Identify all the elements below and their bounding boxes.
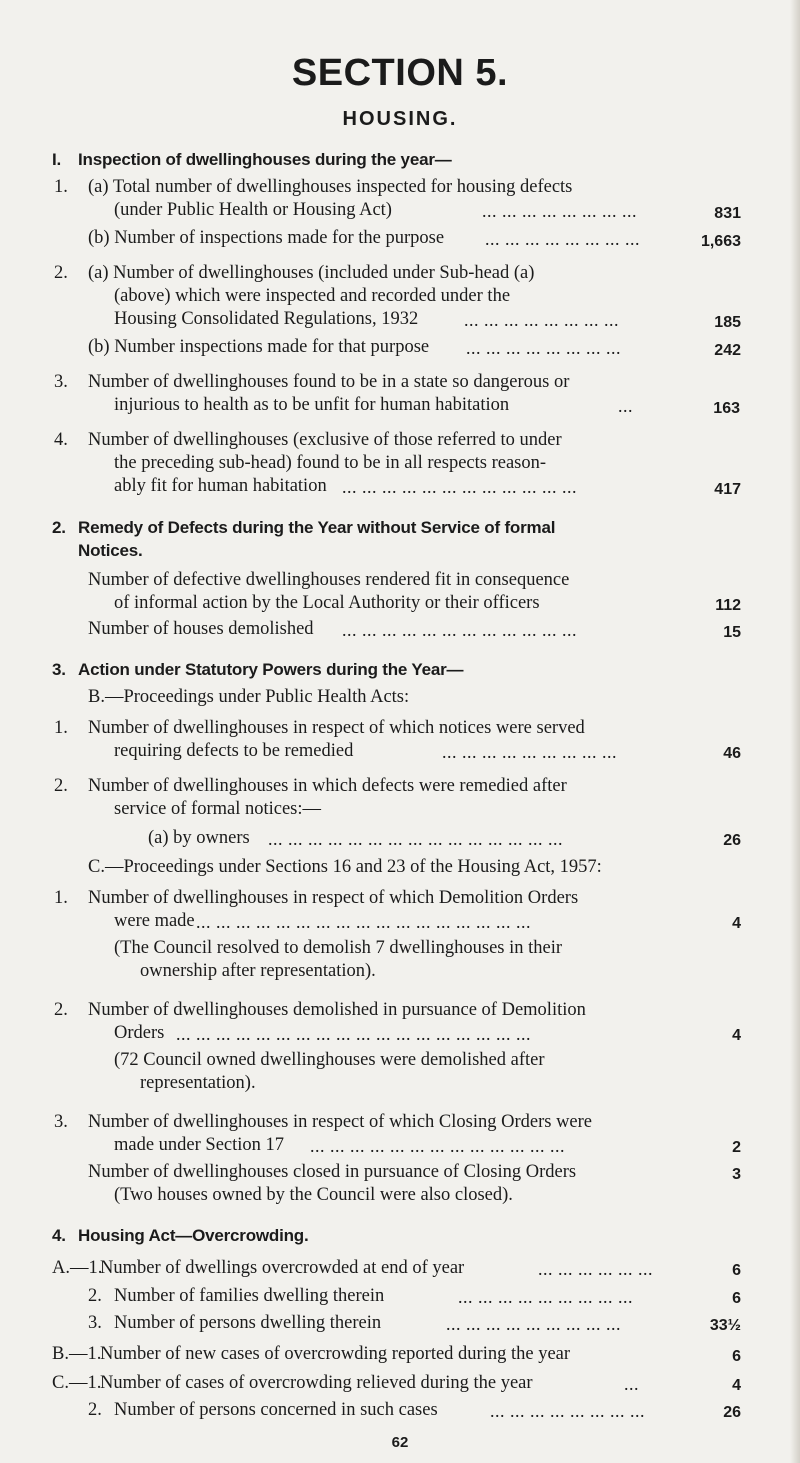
- item-1b-value: 1,663: [700, 233, 741, 250]
- section-2-heading-line-2: Notices.: [78, 541, 143, 560]
- item-2a-line-1: (a) Number of dwellinghouses (included under Sub-head (a): [88, 263, 535, 283]
- b1-line-2: requiring defects to be remedied: [114, 741, 354, 761]
- leader-dots: ...: [624, 1374, 639, 1394]
- c2-overcrowding-value: 26: [723, 1404, 741, 1421]
- c2-line-2: Orders: [114, 1023, 165, 1043]
- item-1a-value: 831: [714, 205, 741, 222]
- section-2-heading-line-1: Remedy of Defects during the Year without Service of formal: [78, 518, 556, 537]
- c1-number: 1.: [54, 888, 68, 908]
- remedy-p1-line-1: Number of defective dwellinghouses rendered fit in consequence: [88, 570, 570, 590]
- section-2-number: 2.: [52, 518, 66, 537]
- a3-label: 3.: [88, 1313, 102, 1333]
- a3-value: 33½: [709, 1317, 741, 1334]
- c2-line-1: Number of dwellinghouses demolished in pursuance of Demolition: [88, 1000, 586, 1020]
- c2-overcrowding-label: 2.: [88, 1400, 102, 1420]
- a3-text: Number of persons dwelling therein: [114, 1313, 382, 1333]
- leader-dots: ... ... ... ... ... ... ... ... ... ... ... ... ... ... ... ... ... ...: [176, 1024, 531, 1044]
- c3b-line-1: Number of dwellinghouses closed in pursuance of Closing Orders: [88, 1162, 577, 1182]
- page-subtitle: HOUSING.: [342, 108, 458, 130]
- b2-number: 2.: [54, 776, 68, 796]
- item-2b-value: 242: [714, 342, 741, 359]
- a1-value: 6: [732, 1262, 741, 1279]
- item-2a-line-2: (above) which were inspected and recorded under the: [114, 286, 511, 306]
- item-3-value: 163: [713, 400, 740, 417]
- item-1b-text: (b) Number of inspections made for the purpose: [88, 228, 445, 248]
- item-2-number: 2.: [54, 263, 68, 283]
- c1-note-line-1: (The Council resolved to demolish 7 dwellinghouses in their: [114, 938, 563, 958]
- item-3-number: 3.: [54, 372, 68, 392]
- leader-dots: ... ... ... ... ... ... ... ... ...: [442, 742, 617, 762]
- item-2a-line-3: Housing Consolidated Regulations, 1932: [114, 309, 419, 329]
- remedy-p2-value: 15: [723, 624, 741, 641]
- section-3-number: 3.: [52, 660, 66, 679]
- item-3-line-2: injurious to health as to be unfit for human habitation: [114, 395, 510, 415]
- b2-line-1: Number of dwellinghouses in which defects were remedied after: [88, 776, 567, 796]
- leader-dots: ... ... ... ... ... ... ... ... ... ... ... ... ...: [310, 1136, 565, 1156]
- item-4-number: 4.: [54, 430, 68, 450]
- c2-value: 4: [732, 1027, 741, 1044]
- leader-dots: ... ... ... ... ... ... ... ...: [482, 201, 637, 221]
- section-1-number: I.: [52, 150, 62, 169]
- item-1a-line-2: (under Public Health or Housing Act): [114, 200, 392, 220]
- page-edge-shadow: [790, 0, 800, 1463]
- c1-line-1: Number of dwellinghouses in respect of which Demolition Orders: [88, 888, 579, 908]
- leader-dots: ... ... ... ... ... ... ... ... ...: [458, 1287, 633, 1307]
- leader-dots: ... ... ... ... ... ... ... ...: [490, 1401, 645, 1421]
- item-2b-text: (b) Number inspections made for that purpose: [88, 337, 430, 357]
- leader-dots: ... ... ... ... ... ... ... ...: [485, 229, 640, 249]
- b1-line-1: Number of dwellinghouses in respect of which notices were served: [88, 718, 585, 738]
- a2-value: 6: [732, 1290, 741, 1307]
- item-4-value: 417: [714, 481, 741, 498]
- leader-dots: ... ... ... ... ... ... ... ... ... ... ... ...: [342, 620, 577, 640]
- b1-overcrowding-value: 6: [732, 1348, 741, 1365]
- section-4-heading: Housing Act—Overcrowding.: [78, 1226, 309, 1245]
- c3-line-1: Number of dwellinghouses in respect of which Closing Orders were: [88, 1112, 593, 1132]
- item-1a-line-1: (a) Total number of dwellinghouses inspected for housing defects: [88, 177, 573, 197]
- item-1-number: 1.: [54, 177, 68, 197]
- leader-dots: ... ... ... ... ... ... ... ... ... ... ... ...: [342, 477, 577, 497]
- item-4-line-2: the preceding sub-head) found to be in all respects reason-: [114, 453, 547, 473]
- c3-value: 2: [732, 1139, 741, 1156]
- b1-number: 1.: [54, 718, 68, 738]
- c1-overcrowding-label: C.—1.: [52, 1373, 102, 1393]
- c2-number: 2.: [54, 1000, 68, 1020]
- c3-line-2: made under Section 17: [114, 1135, 285, 1155]
- b2a-value: 26: [723, 832, 741, 849]
- leader-dots: ... ... ... ... ... ... ... ... ...: [446, 1314, 621, 1334]
- remedy-p1-line-2: of informal action by the Local Authority or their officers: [114, 593, 540, 613]
- item-3-line-1: Number of dwellinghouses found to be in a state so dangerous or: [88, 372, 570, 392]
- b1-overcrowding-text: Number of new cases of overcrowding reported during the year: [100, 1344, 571, 1364]
- section-4-number: 4.: [52, 1226, 66, 1245]
- c2-note-line-2: representation).: [140, 1073, 256, 1093]
- c2-note-line-1: (72 Council owned dwellinghouses were demolished after: [114, 1050, 545, 1070]
- page-title: SECTION 5.: [291, 52, 509, 94]
- leader-dots: ... ... ... ... ... ...: [538, 1259, 653, 1279]
- leader-dots: ... ... ... ... ... ... ... ... ... ... ... ... ... ... ... ... ...: [196, 912, 531, 932]
- subsection-b-heading: B.—Proceedings under Public Health Acts:: [88, 687, 410, 707]
- b2a-text: (a) by owners: [148, 828, 250, 848]
- leader-dots: ...: [618, 396, 633, 416]
- b1-value: 46: [723, 745, 741, 762]
- c1-note-line-2: ownership after representation).: [140, 961, 376, 981]
- c3b-value: 3: [732, 1166, 741, 1183]
- section-1-heading: Inspection of dwellinghouses during the year—: [78, 150, 452, 169]
- leader-dots: ... ... ... ... ... ... ... ...: [464, 310, 619, 330]
- subsection-c-heading: C.—Proceedings under Sections 16 and 23 of the Housing Act, 1957:: [88, 857, 602, 877]
- c1-line-2: were made: [114, 911, 195, 931]
- page-number: 62: [391, 1434, 409, 1451]
- a1-text: Number of dwellings overcrowded at end of year: [100, 1258, 465, 1278]
- b2-line-2: service of formal notices:—: [114, 799, 322, 819]
- c1-overcrowding-value: 4: [732, 1377, 741, 1394]
- item-4-line-1: Number of dwellinghouses (exclusive of those referred to under: [88, 430, 562, 450]
- item-2a-value: 185: [714, 314, 741, 331]
- remedy-p1-value: 112: [715, 597, 741, 614]
- leader-dots: ... ... ... ... ... ... ... ...: [466, 338, 621, 358]
- remedy-p2-text: Number of houses demolished: [88, 619, 314, 639]
- c2-overcrowding-text: Number of persons concerned in such cases: [114, 1400, 438, 1420]
- item-4-line-3: ably fit for human habitation: [114, 476, 327, 496]
- c1-value: 4: [732, 915, 741, 932]
- c1-overcrowding-text: Number of cases of overcrowding relieved during the year: [100, 1373, 533, 1393]
- leader-dots: ... ... ... ... ... ... ... ... ... ... ... ... ... ... ...: [268, 829, 563, 849]
- a2-text: Number of families dwelling therein: [114, 1286, 385, 1306]
- c3-number: 3.: [54, 1112, 68, 1132]
- a2-label: 2.: [88, 1286, 102, 1306]
- b1-overcrowding-label: B.—1.: [52, 1344, 102, 1364]
- a1-label: A.—1.: [52, 1258, 103, 1278]
- section-3-heading: Action under Statutory Powers during the Year—: [78, 660, 464, 679]
- c3b-line-2: (Two houses owned by the Council were also closed).: [114, 1185, 513, 1205]
